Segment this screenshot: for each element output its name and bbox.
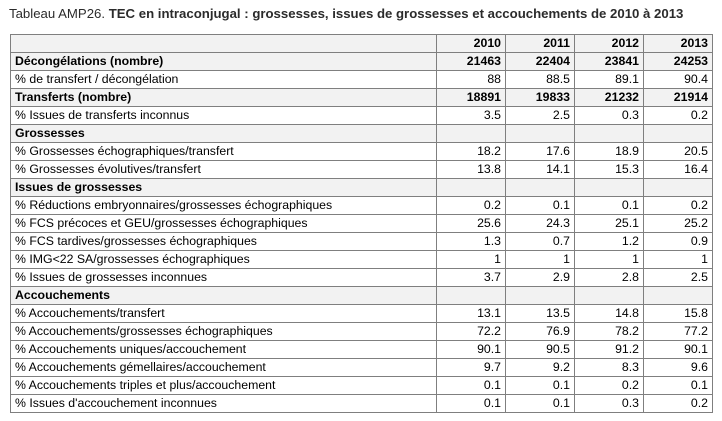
row-label: % Réductions embryonnaires/grossesses échographiques [11, 197, 437, 215]
row-label: % Accouchements/transfert [11, 305, 437, 323]
row-value: 0.3 [575, 107, 644, 125]
row-value: 13.1 [437, 305, 506, 323]
row-value: 24.3 [506, 215, 575, 233]
table-row [11, 197, 713, 215]
row-value: 21463 [437, 53, 506, 71]
row-value: 0.1 [437, 377, 506, 395]
row-value: 21914 [644, 89, 713, 107]
row-label: Grossesses [11, 125, 437, 143]
row-label: % Grossesses échographiques/transfert [11, 143, 437, 161]
section-row [11, 287, 713, 305]
row-label: % Issues de transferts inconnus [11, 107, 437, 125]
row-value: 20.5 [644, 143, 713, 161]
table-row [11, 395, 713, 413]
row-value: 2.5 [644, 269, 713, 287]
table-row [11, 71, 713, 89]
row-value: 1.2 [575, 233, 644, 251]
row-label: % Issues d'accouchement inconnues [11, 395, 437, 413]
table-row [11, 233, 713, 251]
row-label: % Accouchements uniques/accouchement [11, 341, 437, 359]
table-row [11, 269, 713, 287]
row-value: 8.3 [575, 359, 644, 377]
table-header-row [11, 35, 713, 53]
table-row [11, 251, 713, 269]
row-value: 89.1 [575, 71, 644, 89]
row-label: % Accouchements triples et plus/accouchement [11, 377, 437, 395]
row-value [437, 125, 506, 143]
row-value [506, 179, 575, 197]
row-value: 90.1 [437, 341, 506, 359]
table-row [11, 377, 713, 395]
row-label: % Grossesses évolutives/transfert [11, 161, 437, 179]
row-label: % Issues de grossesses inconnues [11, 269, 437, 287]
table-row [11, 53, 713, 71]
row-value: 0.1 [575, 197, 644, 215]
row-label: % IMG<22 SA/grossesses échographiques [11, 251, 437, 269]
row-value: 76.9 [506, 323, 575, 341]
row-label: % de transfert / décongélation [11, 71, 437, 89]
row-label: % Accouchements/grossesses échographiques [11, 323, 437, 341]
row-value: 3.7 [437, 269, 506, 287]
row-value [644, 179, 713, 197]
row-value [575, 179, 644, 197]
header-year: 2013 [644, 35, 713, 53]
row-value: 1.3 [437, 233, 506, 251]
data-table [10, 34, 713, 413]
row-value: 21232 [575, 89, 644, 107]
row-value: 19833 [506, 89, 575, 107]
row-label: % Accouchements gémellaires/accouchement [11, 359, 437, 377]
row-value: 0.2 [575, 377, 644, 395]
row-label: Décongélations (nombre) [11, 53, 437, 71]
row-label: % FCS tardives/grossesses échographiques [11, 233, 437, 251]
row-value [575, 125, 644, 143]
row-label: % FCS précoces et GEU/grossesses échographiques [11, 215, 437, 233]
row-value: 25.6 [437, 215, 506, 233]
row-value: 3.5 [437, 107, 506, 125]
table-title-text: TEC en intraconjugal : grossesses, issues de grossesses et accouchements de 2010 à 2013 [105, 6, 684, 21]
row-value: 0.9 [644, 233, 713, 251]
row-value: 13.5 [506, 305, 575, 323]
row-value: 17.6 [506, 143, 575, 161]
row-value: 0.2 [644, 395, 713, 413]
row-value: 1 [575, 251, 644, 269]
row-value: 0.1 [506, 377, 575, 395]
row-value: 1 [506, 251, 575, 269]
row-value: 0.2 [437, 197, 506, 215]
row-label: Accouchements [11, 287, 437, 305]
header-year: 2011 [506, 35, 575, 53]
row-value: 2.5 [506, 107, 575, 125]
row-value: 9.7 [437, 359, 506, 377]
table-row [11, 161, 713, 179]
row-value: 2.9 [506, 269, 575, 287]
row-value: 0.3 [575, 395, 644, 413]
row-value: 1 [644, 251, 713, 269]
row-value: 88 [437, 71, 506, 89]
row-value [644, 287, 713, 305]
row-value: 18.2 [437, 143, 506, 161]
row-value: 9.2 [506, 359, 575, 377]
row-value: 0.1 [506, 197, 575, 215]
row-value: 0.1 [437, 395, 506, 413]
header-year: 2010 [437, 35, 506, 53]
row-value: 18.9 [575, 143, 644, 161]
row-value [437, 179, 506, 197]
row-value [506, 287, 575, 305]
row-value: 88.5 [506, 71, 575, 89]
row-value: 16.4 [644, 161, 713, 179]
row-value: 2.8 [575, 269, 644, 287]
row-value: 72.2 [437, 323, 506, 341]
row-value: 90.1 [644, 341, 713, 359]
table-row [11, 341, 713, 359]
row-value [437, 287, 506, 305]
section-row [11, 125, 713, 143]
row-value: 90.5 [506, 341, 575, 359]
row-label: Transferts (nombre) [11, 89, 437, 107]
row-value: 0.7 [506, 233, 575, 251]
row-value: 14.8 [575, 305, 644, 323]
row-value: 1 [437, 251, 506, 269]
table-row [11, 323, 713, 341]
row-label: Issues de grossesses [11, 179, 437, 197]
table-title [9, 6, 683, 21]
row-value [575, 287, 644, 305]
row-value [506, 125, 575, 143]
table-row [11, 89, 713, 107]
row-value: 14.1 [506, 161, 575, 179]
row-value: 9.6 [644, 359, 713, 377]
row-value [644, 125, 713, 143]
table-row [11, 215, 713, 233]
row-value: 25.2 [644, 215, 713, 233]
row-value: 22404 [506, 53, 575, 71]
row-value: 0.1 [506, 395, 575, 413]
row-value: 0.2 [644, 107, 713, 125]
header-year: 2012 [575, 35, 644, 53]
row-value: 77.2 [644, 323, 713, 341]
row-value: 15.8 [644, 305, 713, 323]
row-value: 25.1 [575, 215, 644, 233]
row-value: 13.8 [437, 161, 506, 179]
table-row [11, 359, 713, 377]
row-value: 91.2 [575, 341, 644, 359]
row-value: 18891 [437, 89, 506, 107]
row-value: 90.4 [644, 71, 713, 89]
row-value: 15.3 [575, 161, 644, 179]
table-title-prefix: Tableau AMP26. [9, 6, 106, 21]
row-value: 24253 [644, 53, 713, 71]
header-cell-empty [11, 35, 437, 53]
table-row [11, 305, 713, 323]
row-value: 78.2 [575, 323, 644, 341]
table-row [11, 107, 713, 125]
row-value: 0.2 [644, 197, 713, 215]
section-row [11, 179, 713, 197]
table-row [11, 143, 713, 161]
row-value: 0.1 [644, 377, 713, 395]
row-value: 23841 [575, 53, 644, 71]
